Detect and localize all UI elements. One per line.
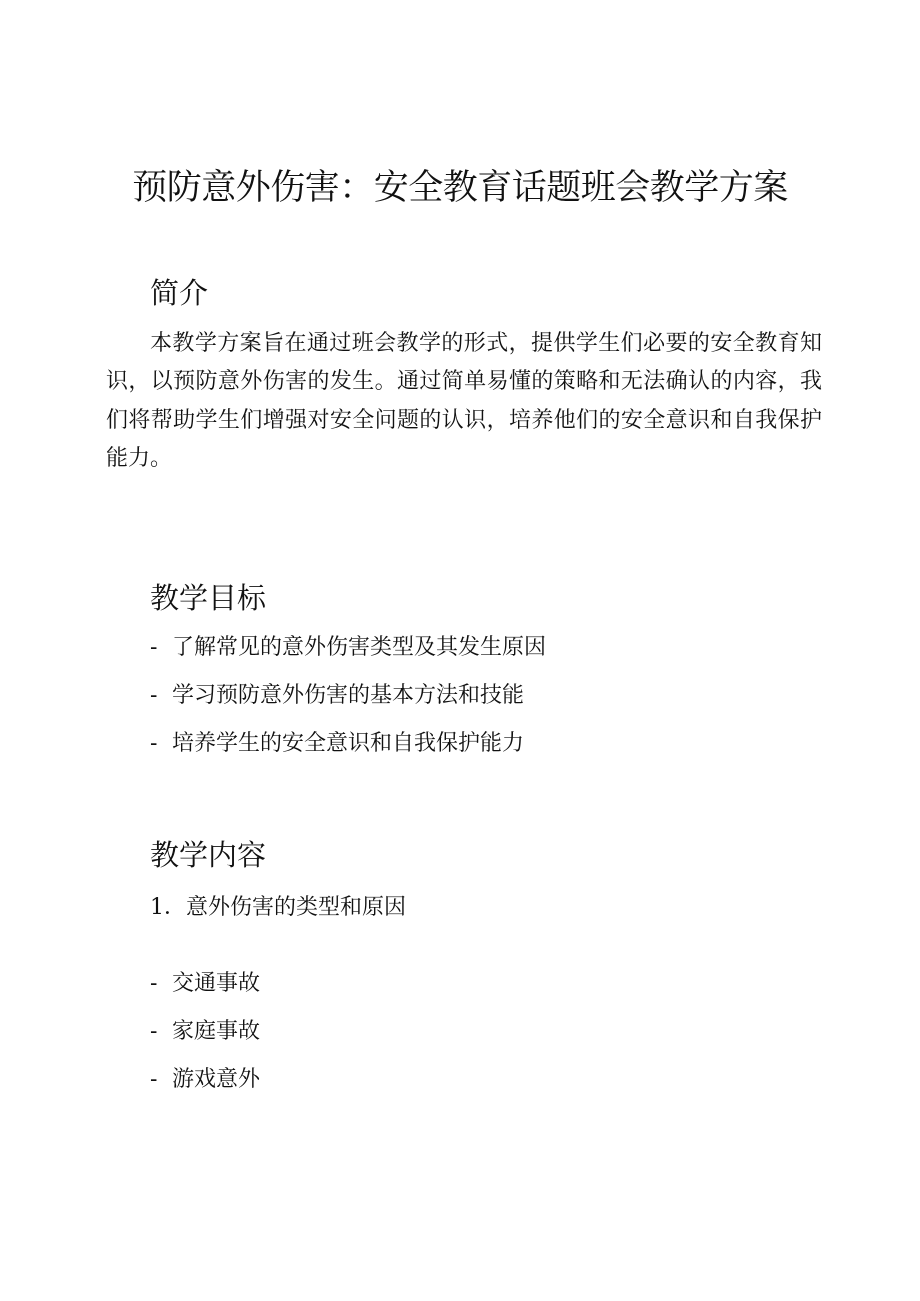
content-heading: 教学内容 xyxy=(150,838,267,872)
list-item xyxy=(150,968,260,1000)
list-item-text: 培养学生的安全意识和自我保护能力 xyxy=(172,731,525,756)
list-item-text: 游戏意外 xyxy=(172,1067,261,1092)
list-dash: - xyxy=(150,683,158,708)
list-item xyxy=(150,680,524,712)
content-subheading: 1．意外伤害的类型和原因 xyxy=(150,895,406,920)
list-item-text: 家庭事故 xyxy=(172,1019,261,1044)
intro-heading: 简介 xyxy=(150,276,209,310)
list-dash: - xyxy=(150,1019,158,1044)
list-item-text: 交通事故 xyxy=(172,971,261,996)
list-item xyxy=(150,1064,260,1096)
intro-paragraph: 本教学方案旨在通过班会教学的形式，提供学生们必要的安全教育知识，以预防意外伤害的发生。通过简单易懂的策略和无法确认的内容，我们将帮助学生们增强对安全问题的认识，培养他们的安全意识和自我保护能力。 xyxy=(106,331,822,471)
list-dash: - xyxy=(150,971,158,996)
list-dash: - xyxy=(150,1067,158,1092)
list-item xyxy=(150,1016,260,1048)
list-dash: - xyxy=(150,731,158,756)
list-item-text: 学习预防意外伤害的基本方法和技能 xyxy=(172,683,525,708)
document-title: 预防意外伤害：安全教育话题班会教学方案 xyxy=(132,168,788,208)
list-item-text: 了解常见的意外伤害类型及其发生原因 xyxy=(172,635,547,660)
objectives-heading: 教学目标 xyxy=(150,581,267,615)
list-item xyxy=(150,632,546,664)
list-dash: - xyxy=(150,635,158,660)
list-item xyxy=(150,728,524,760)
